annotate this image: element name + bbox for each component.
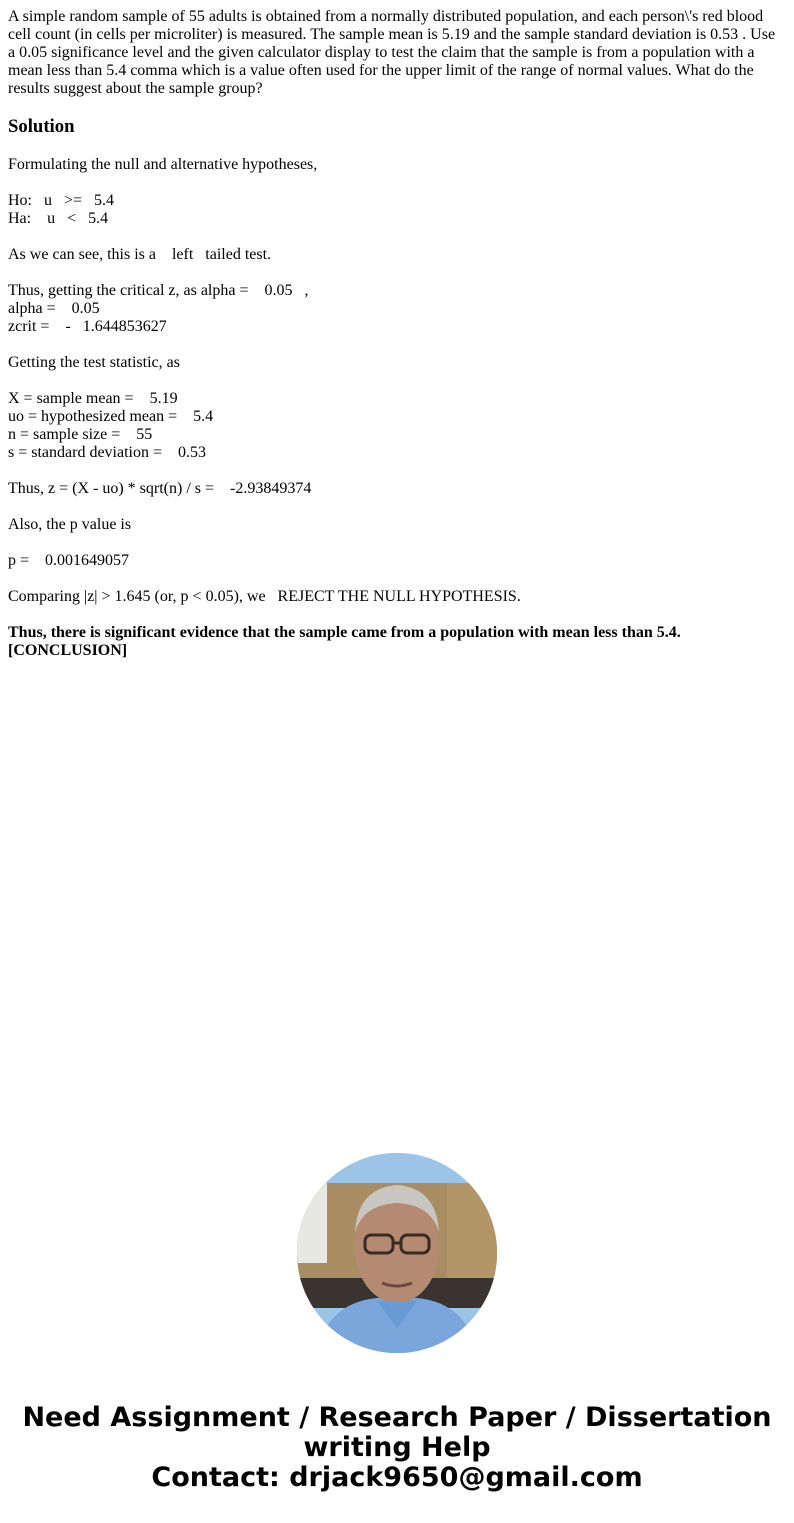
alpha-value: alpha = 0.05 bbox=[8, 300, 100, 317]
z-statistic: Thus, z = (X - uo) * sqrt(n) / s = -2.93849374 bbox=[8, 480, 312, 497]
sample-mean: X = sample mean = 5.19 bbox=[8, 390, 178, 407]
promo-contact: Contact: drjack9650@gmail.com bbox=[151, 1462, 643, 1493]
critical-z-intro: Thus, getting the critical z, as alpha = 0.05 , bbox=[8, 282, 309, 299]
zcrit-value: zcrit = - 1.644853627 bbox=[8, 318, 167, 335]
promo-line-2: writing Help bbox=[303, 1432, 491, 1463]
hypotheses-intro: Formulating the null and alternative hypotheses, bbox=[8, 156, 318, 173]
alternative-hypothesis: Ha: u < 5.4 bbox=[8, 210, 109, 227]
solution-heading: Solution bbox=[8, 116, 75, 137]
avatar bbox=[297, 1153, 497, 1353]
sample-size: n = sample size = 55 bbox=[8, 426, 153, 443]
tail-statement: As we can see, this is a left tailed test. bbox=[8, 246, 272, 263]
p-value: p = 0.001649057 bbox=[8, 552, 130, 569]
promo-banner bbox=[0, 1403, 794, 1493]
question-text: A simple random sample of 55 adults is obtained from a normally distributed population, and each person\'s red blood cell count (in cells per microliter) is measured. The sample mean is 5.19 and the sample standard deviation is 0.53 . Use a 0.05 significance level and the given calculator display to test the claim that the sample is from a population with a mean less than 5.4 comma which is a value often used for the upper limit of the range of normal values. What do the results suggest about the sample group? bbox=[8, 8, 776, 97]
test-statistic-intro: Getting the test statistic, as bbox=[8, 354, 180, 371]
document-body bbox=[8, 8, 786, 660]
null-hypothesis: Ho: u >= 5.4 bbox=[8, 192, 115, 209]
standard-deviation: s = standard deviation = 0.53 bbox=[8, 444, 207, 461]
hypothesized-mean: uo = hypothesized mean = 5.4 bbox=[8, 408, 214, 425]
p-value-intro: Also, the p value is bbox=[8, 516, 132, 533]
promo-line-1: Need Assignment / Research Paper / Dissertation bbox=[22, 1402, 772, 1433]
person-photo-icon bbox=[297, 1153, 497, 1353]
conclusion: Thus, there is significant evidence that the sample came from a population with mean less than 5.4. [CONCLUSION] bbox=[8, 624, 681, 659]
comparison-decision: Comparing |z| > 1.645 (or, p < 0.05), we REJECT THE NULL HYPOTHESIS. bbox=[8, 588, 521, 605]
